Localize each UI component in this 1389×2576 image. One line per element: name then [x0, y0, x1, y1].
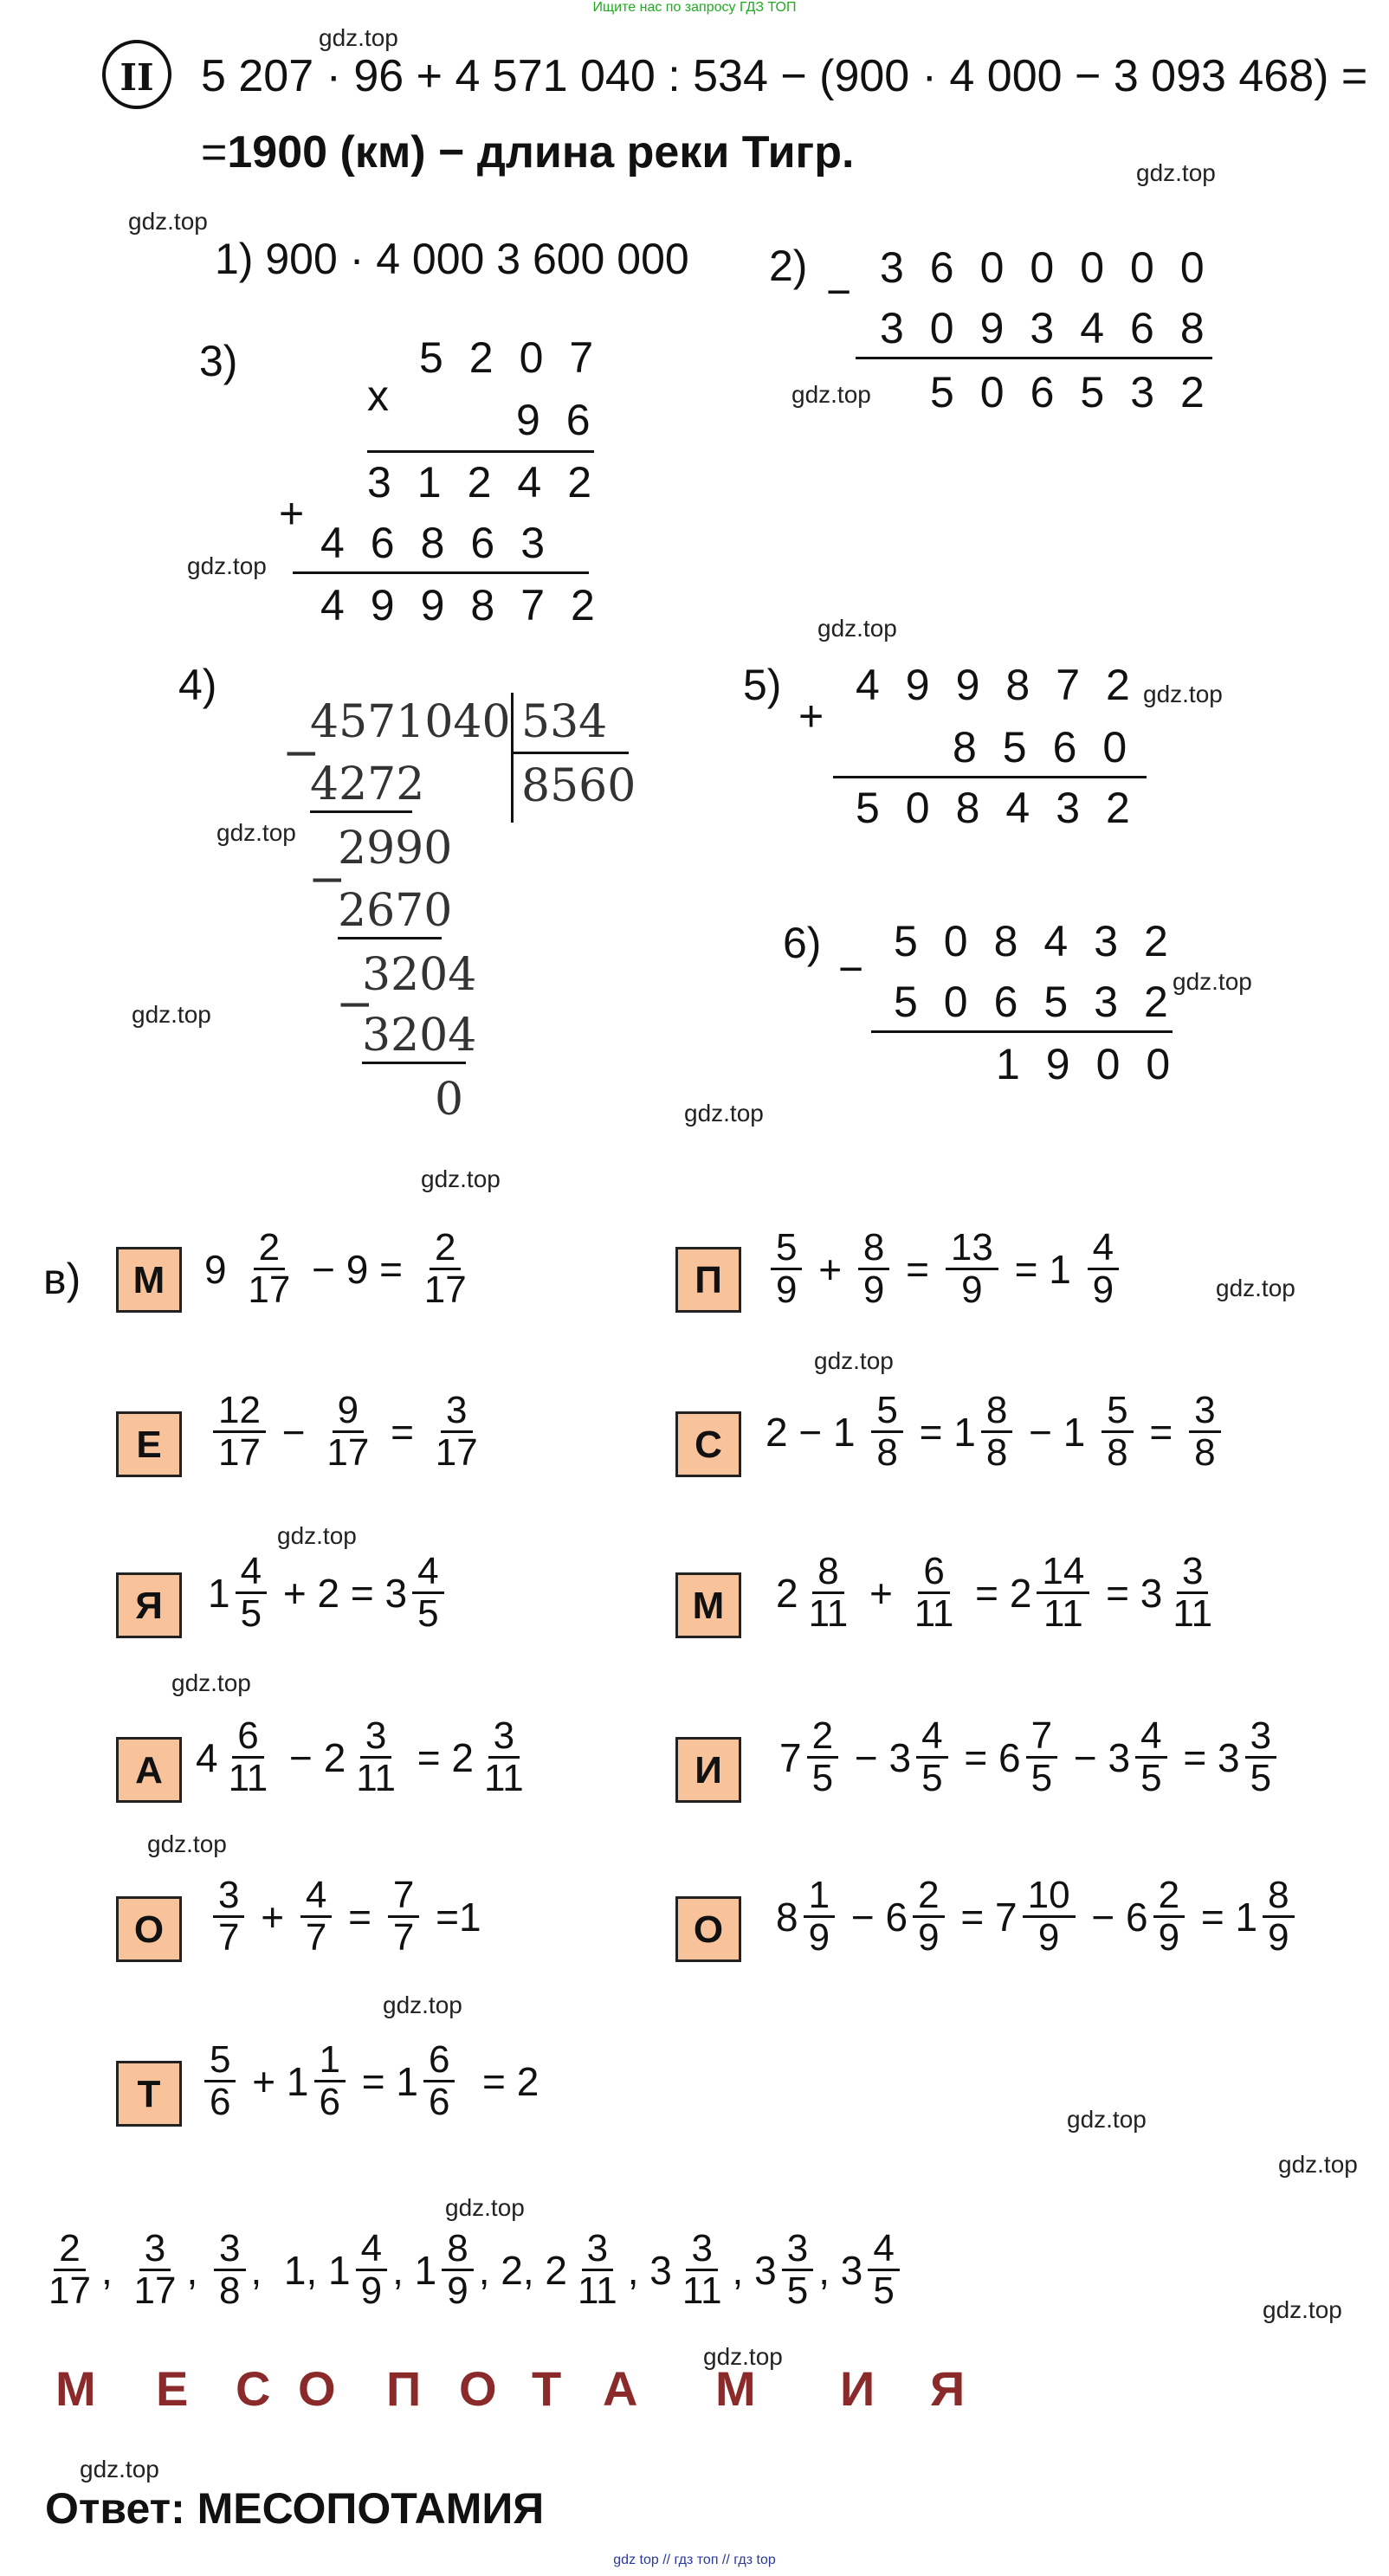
- step-3-partial: 46863: [320, 519, 572, 567]
- fraction-numerator: 6: [423, 2040, 455, 2082]
- expression-text: = 3: [1095, 1570, 1163, 1616]
- fraction-numerator: 13: [946, 1228, 998, 1270]
- fraction-denominator: 11: [914, 1592, 954, 1636]
- fraction-numerator: 2: [54, 2229, 85, 2271]
- fraction-denominator: 17: [248, 1269, 291, 1312]
- fraction-denominator: 5: [811, 1757, 834, 1800]
- fraction-numerator: 3: [1189, 1391, 1220, 1433]
- fraction: [351, 1716, 401, 1798]
- fraction-numerator: 8: [858, 1228, 889, 1270]
- expression-text: = 3: [1172, 1734, 1240, 1780]
- fraction: [223, 1716, 274, 1798]
- fraction: [1037, 1552, 1089, 1634]
- letter-box: Т: [116, 2061, 182, 2127]
- watermark: gdz.top: [1136, 159, 1216, 186]
- fraction-denominator: 9: [1158, 1916, 1180, 1959]
- fraction: [1153, 1876, 1185, 1958]
- letter-problem-expression: [199, 2040, 539, 2122]
- fraction-denominator: 9: [1268, 1916, 1289, 1959]
- word-letter: О: [459, 2361, 497, 2416]
- fraction-denominator: 9: [808, 1916, 830, 1959]
- expression-text: 4: [196, 1734, 218, 1780]
- expression-text: = 2: [460, 2058, 539, 2104]
- word-letter: П: [386, 2361, 422, 2416]
- fraction: [214, 2229, 245, 2311]
- fraction-denominator: 9: [360, 2269, 383, 2313]
- step-4-work: 2670: [338, 885, 453, 937]
- fraction-numerator: 3: [139, 2229, 171, 2271]
- fraction-numerator: 4: [1088, 1228, 1119, 1270]
- watermark: gdz.top: [147, 1830, 227, 1857]
- fraction: [981, 1391, 1012, 1473]
- step-2-row: 3600000: [880, 243, 1231, 292]
- fraction-denominator: 6: [319, 2081, 340, 2124]
- step-5-row: 499872: [856, 661, 1156, 709]
- word-letter: М: [715, 2361, 756, 2416]
- letter-problem-expression: [766, 1391, 1226, 1473]
- fraction: [442, 2229, 473, 2311]
- fraction: [321, 1391, 374, 1473]
- fraction: [356, 2229, 387, 2311]
- expression-text: = 1: [908, 1409, 976, 1455]
- fraction: [677, 2229, 727, 2311]
- step-2-row: 3093468: [880, 304, 1231, 352]
- expression-text: 1: [208, 1570, 230, 1616]
- fraction-numerator: 3: [782, 2229, 813, 2271]
- expression-text: 9: [204, 1246, 238, 1292]
- step-4-dividend: 4571040: [310, 696, 511, 748]
- letter-box: П: [675, 1247, 741, 1313]
- fraction-numerator: 1: [804, 1876, 835, 1918]
- expression-text: + 1: [241, 2058, 309, 2104]
- step-6-label: 6): [783, 919, 822, 967]
- fraction-denominator: 11: [228, 1757, 268, 1800]
- step-4-work: 3204: [362, 1010, 477, 1062]
- watermark: gdz.top: [684, 1100, 764, 1127]
- step-4-minus: −: [336, 978, 374, 1030]
- expression-text: 2: [776, 1570, 798, 1616]
- fraction: [946, 1228, 998, 1310]
- step-4-rule: [338, 937, 442, 939]
- ordered-values: [38, 2229, 905, 2311]
- step-4-rule: [310, 810, 412, 813]
- letter-box: Е: [116, 1411, 182, 1477]
- fraction-numerator: 12: [213, 1391, 266, 1433]
- fraction-denominator: 17: [423, 1269, 467, 1312]
- expression-text: , 2, 2: [478, 2247, 568, 2293]
- expression-text: +: [807, 1246, 853, 1292]
- expression-text: − 6: [1080, 1894, 1148, 1940]
- step-6-row: 506532: [894, 978, 1194, 1026]
- step-6-rule: [871, 1030, 1173, 1033]
- expression-text: − 3: [843, 1734, 912, 1780]
- step-3-plus: +: [279, 489, 305, 538]
- fraction-denominator: 8: [876, 1431, 898, 1475]
- watermark: gdz.top: [814, 1347, 894, 1374]
- watermark: gdz.top: [421, 1165, 501, 1192]
- step-4-quotient: 8560: [521, 760, 636, 812]
- fraction-numerator: 5: [1102, 1391, 1133, 1433]
- fraction-denominator: 11: [1173, 1592, 1213, 1636]
- fraction-numerator: 3: [213, 1876, 244, 1918]
- watermark: gdz.top: [1216, 1275, 1295, 1301]
- fraction-numerator: 10: [1023, 1876, 1076, 1918]
- fraction: [1102, 1391, 1133, 1473]
- word-letter: А: [603, 2361, 638, 2416]
- watermark: gdz.top: [128, 208, 208, 235]
- fraction-denominator: 17: [133, 2269, 177, 2313]
- fraction-numerator: 4: [300, 1876, 332, 1918]
- step-5-result: 508432: [856, 784, 1156, 832]
- step-4-rule: [362, 1062, 466, 1064]
- step-1: 1) 900 · 4 000 3 600 000: [215, 235, 689, 283]
- fraction: [572, 2229, 623, 2311]
- fraction: [804, 1876, 835, 1958]
- expression-text: =: [895, 1246, 940, 1292]
- letter-box: М: [116, 1247, 182, 1313]
- fraction-numerator: 3: [441, 1391, 472, 1433]
- fraction: [423, 2040, 455, 2122]
- fraction-numerator: 14: [1037, 1552, 1089, 1594]
- fraction: [1245, 1716, 1276, 1798]
- fraction-denominator: 6: [210, 2081, 231, 2124]
- fraction: [1088, 1228, 1119, 1310]
- step-5-label: 5): [743, 661, 782, 709]
- fraction-denominator: 7: [218, 1916, 240, 1959]
- fraction-numerator: 4: [1135, 1716, 1166, 1759]
- expression-text: − 2: [278, 1734, 346, 1780]
- expression-text: − 1: [1018, 1409, 1097, 1455]
- section-b-label: в): [43, 1255, 81, 1303]
- fraction: [419, 1228, 472, 1310]
- letter-problem-expression: [208, 1552, 449, 1634]
- fraction-numerator: 2: [1153, 1876, 1185, 1918]
- fraction: [868, 2229, 899, 2311]
- fraction-numerator: 3: [360, 1716, 391, 1759]
- watermark: gdz.top: [1278, 2151, 1358, 2178]
- fraction-denominator: 7: [392, 1916, 415, 1959]
- fraction-numerator: 5: [771, 1228, 802, 1270]
- fraction-denominator: 5: [1250, 1757, 1272, 1800]
- expression-text: , 3: [818, 2247, 863, 2293]
- step-3-times: x: [367, 371, 389, 420]
- fraction: [213, 1876, 244, 1958]
- watermark: gdz.top: [1173, 968, 1252, 995]
- fraction-numerator: 5: [204, 2040, 236, 2082]
- word-letter: Е: [156, 2361, 189, 2416]
- step-2-label: 2): [769, 242, 808, 290]
- fraction-denominator: 9: [1037, 1916, 1060, 1959]
- step-3-rule: [293, 571, 589, 574]
- step-4-divider-horizontal: [511, 752, 629, 754]
- fraction: [807, 1716, 838, 1798]
- fraction-numerator: 4: [356, 2229, 387, 2271]
- watermark: gdz.top: [791, 381, 871, 408]
- fraction-numerator: 4: [916, 1716, 947, 1759]
- fraction-denominator: 5: [786, 2269, 809, 2313]
- expression-text: −: [270, 1409, 317, 1455]
- fraction-denominator: 11: [356, 1757, 396, 1800]
- expression-text: +: [249, 1894, 295, 1940]
- fraction-denominator: 5: [1140, 1757, 1162, 1800]
- fraction: [388, 1876, 419, 1958]
- fraction-numerator: 3: [686, 2229, 717, 2271]
- expression-text: ,: [186, 2247, 210, 2293]
- fraction-numerator: 2: [913, 1876, 944, 1918]
- step-5-row: 8560: [953, 723, 1153, 772]
- letter-problem-expression: [776, 1552, 1223, 1634]
- step-3-label: 3): [199, 337, 238, 385]
- fraction-numerator: 2: [430, 1228, 461, 1270]
- fraction-denominator: 11: [682, 2269, 722, 2313]
- letter-box: О: [116, 1896, 182, 1962]
- letter-problem-expression: [779, 1716, 1282, 1798]
- expression-text: = 6: [953, 1734, 1021, 1780]
- word-letter: Т: [532, 2361, 562, 2416]
- fraction: [913, 1876, 944, 1958]
- fraction-numerator: 5: [871, 1391, 902, 1433]
- fraction-numerator: 9: [333, 1391, 364, 1433]
- fraction-numerator: 6: [918, 1552, 949, 1594]
- step-5-rule: [833, 776, 1147, 778]
- fraction-denominator: 17: [48, 2269, 91, 2313]
- fraction-denominator: 9: [918, 1916, 940, 1959]
- step-4-minus: −: [308, 854, 346, 906]
- fraction-denominator: 17: [435, 1431, 478, 1475]
- fraction-denominator: 9: [776, 1269, 798, 1312]
- watermark: gdz.top: [319, 24, 398, 51]
- fraction-denominator: 8: [219, 2269, 241, 2313]
- fraction: [242, 1228, 295, 1310]
- watermark: gdz.top: [171, 1669, 251, 1696]
- fraction: [1263, 1876, 1294, 1958]
- watermark: gdz.top: [703, 2343, 783, 2370]
- expression-text: , 3: [627, 2247, 672, 2293]
- step-2-minus: −: [826, 268, 852, 316]
- expression-text: +: [858, 1570, 904, 1616]
- fraction-numerator: 6: [232, 1716, 263, 1759]
- fraction: [871, 1391, 902, 1473]
- bottom-banner: gdz top // гдз топ // гдз top: [613, 2553, 776, 2567]
- step-3-rule: [367, 450, 594, 453]
- word-letter: И: [840, 2361, 875, 2416]
- watermark: gdz.top: [1143, 681, 1223, 707]
- expression-text: = 7: [949, 1894, 1018, 1940]
- fraction: [479, 1716, 529, 1798]
- step-4-work: 4272: [310, 759, 425, 810]
- fraction-numerator: 3: [488, 1716, 520, 1759]
- fraction-denominator: 11: [808, 1592, 849, 1636]
- fraction-denominator: 17: [218, 1431, 261, 1475]
- fraction-numerator: 4: [412, 1552, 443, 1594]
- fraction-numerator: 3: [1177, 1552, 1208, 1594]
- fraction-denominator: 5: [921, 1757, 943, 1800]
- fraction: [1167, 1552, 1218, 1634]
- expression-text: − 6: [840, 1894, 908, 1940]
- fraction: [782, 2229, 813, 2311]
- fraction-numerator: 4: [236, 1552, 267, 1594]
- fraction: [300, 1876, 332, 1958]
- fraction-numerator: 3: [582, 2229, 613, 2271]
- letter-problem-expression: [776, 1876, 1300, 1958]
- watermark: gdz.top: [1067, 2106, 1147, 2133]
- fraction-numerator: 4: [868, 2229, 899, 2271]
- expression-text: ,: [100, 2247, 124, 2293]
- fraction: [412, 1552, 443, 1634]
- word-letter: С: [236, 2361, 271, 2416]
- letter-box: И: [675, 1737, 741, 1803]
- step-4-label: 4): [178, 661, 217, 709]
- fraction: [213, 1391, 266, 1473]
- expression-text: 2 − 1: [766, 1409, 867, 1455]
- fraction-denominator: 8: [1194, 1431, 1216, 1475]
- letter-problem-expression: [196, 1716, 534, 1798]
- fraction-denominator: 8: [1107, 1431, 1128, 1475]
- step-5-plus: +: [798, 692, 824, 740]
- fraction-numerator: 8: [442, 2229, 473, 2271]
- letter-problem-expression: [766, 1228, 1124, 1310]
- fraction-denominator: 11: [1043, 1592, 1083, 1636]
- letter-problem-expression: [208, 1876, 481, 1958]
- watermark: gdz.top: [132, 1001, 211, 1028]
- fraction-numerator: 8: [1263, 1876, 1294, 1918]
- step-3-result: 499872: [320, 581, 621, 629]
- fraction-numerator: 1: [314, 2040, 346, 2082]
- fraction-denominator: 5: [240, 1592, 262, 1636]
- fraction-numerator: 7: [1026, 1716, 1057, 1759]
- fraction: [771, 1228, 802, 1310]
- expression-text: 7: [779, 1734, 802, 1780]
- fraction: [236, 1552, 267, 1634]
- step-3-row: 96: [516, 396, 617, 444]
- watermark: gdz.top: [817, 615, 897, 642]
- fraction: [916, 1716, 947, 1798]
- answer-text: Ответ: МЕСОПОТАМИЯ: [45, 2484, 545, 2533]
- expression-text: 8: [776, 1894, 798, 1940]
- fraction-numerator: 8: [981, 1391, 1012, 1433]
- step-2-rule: [856, 357, 1212, 359]
- fraction: [1135, 1716, 1166, 1798]
- watermark: gdz.top: [383, 1992, 462, 2018]
- expression-text: = 1: [1003, 1246, 1082, 1292]
- fraction-numerator: 3: [1245, 1716, 1276, 1759]
- step-4-remainder: 0: [435, 1074, 464, 1126]
- fraction-denominator: 8: [985, 1431, 1008, 1475]
- fraction-denominator: 5: [1030, 1757, 1053, 1800]
- word-letter: О: [298, 2361, 336, 2416]
- fraction-denominator: 9: [961, 1269, 983, 1312]
- word-letter: М: [55, 2361, 96, 2416]
- letter-box: О: [675, 1896, 741, 1962]
- expression-text: = 2: [964, 1570, 1032, 1616]
- fraction: [909, 1552, 959, 1634]
- top-banner: Ищите нас по запросу ГДЗ ТОП: [592, 0, 797, 15]
- expression-text: , 1, 1: [250, 2247, 351, 2293]
- fraction: [1189, 1391, 1220, 1473]
- expression-text: = 2: [405, 1734, 474, 1780]
- fraction-numerator: 7: [388, 1876, 419, 1918]
- step-4-work: 3204: [362, 949, 477, 1001]
- fraction-denominator: 9: [1092, 1269, 1114, 1312]
- fraction-numerator: 8: [812, 1552, 843, 1594]
- main-result: =1900 (км) − длина реки Тигр.: [201, 127, 855, 178]
- step-4-divider-vertical: [511, 693, 514, 823]
- expression-text: , 1: [392, 2247, 437, 2293]
- fraction-numerator: 3: [214, 2229, 245, 2271]
- expression-text: =: [379, 1409, 425, 1455]
- word-letter: Я: [930, 2361, 966, 2416]
- watermark: gdz.top: [445, 2194, 525, 2221]
- expression-text: − 3: [1063, 1734, 1131, 1780]
- fraction-numerator: 2: [807, 1716, 838, 1759]
- fraction-denominator: 9: [447, 2269, 468, 2313]
- step-4-divisor: 534: [521, 696, 608, 748]
- step-4-work: 2990: [338, 823, 453, 875]
- letter-problem-expression: [208, 1391, 488, 1473]
- fraction: [430, 1391, 483, 1473]
- step-2-result: 506532: [930, 368, 1231, 416]
- fraction: [43, 2229, 96, 2311]
- letter-box: С: [675, 1411, 741, 1477]
- fraction: [129, 2229, 182, 2311]
- letter-problem-expression: [204, 1228, 477, 1310]
- watermark: gdz.top: [80, 2456, 159, 2482]
- expression-text: =: [337, 1894, 383, 1940]
- letter-box: Я: [116, 1572, 182, 1638]
- letter-box: А: [116, 1737, 182, 1803]
- letter-box: М: [675, 1572, 741, 1638]
- expression-text: − 9 =: [300, 1246, 414, 1292]
- step-6-minus: −: [838, 945, 864, 993]
- expression-text: =1: [424, 1894, 481, 1940]
- watermark: gdz.top: [187, 552, 267, 579]
- step-6-row: 508432: [894, 917, 1194, 965]
- step-4-minus: −: [282, 727, 320, 779]
- fraction-denominator: 5: [873, 2269, 895, 2313]
- fraction-denominator: 6: [429, 2081, 450, 2124]
- fraction: [858, 1228, 889, 1310]
- watermark: gdz.top: [216, 819, 296, 846]
- watermark: gdz.top: [1263, 2296, 1342, 2323]
- fraction-denominator: 7: [305, 1916, 327, 1959]
- fraction: [314, 2040, 346, 2122]
- fraction-numerator: 2: [254, 1228, 285, 1270]
- expression-text: = 1: [1190, 1894, 1258, 1940]
- fraction-denominator: 5: [417, 1592, 439, 1636]
- fraction: [204, 2040, 236, 2122]
- main-expression: 5 207 · 96 + 4 571 040 : 534 − (900 · 4 000 − 3 093 468) =: [201, 51, 1368, 101]
- fraction-denominator: 17: [326, 1431, 370, 1475]
- fraction-denominator: 11: [484, 1757, 524, 1800]
- fraction-denominator: 11: [578, 2269, 617, 2313]
- fraction-denominator: 9: [862, 1269, 885, 1312]
- expression-text: , 3: [732, 2247, 777, 2293]
- expression-text: =: [1138, 1409, 1185, 1455]
- step-6-result: 1900: [996, 1040, 1197, 1088]
- fraction: [804, 1552, 854, 1634]
- fraction: [1023, 1876, 1076, 1958]
- expression-text: + 2 = 3: [272, 1570, 408, 1616]
- problem-number-badge: II: [102, 40, 171, 109]
- step-3-partial: 31242: [367, 458, 618, 507]
- fraction: [1026, 1716, 1057, 1798]
- expression-text: = 1: [350, 2058, 418, 2104]
- step-3-row: 5207: [419, 333, 620, 382]
- watermark: gdz.top: [277, 1522, 357, 1549]
